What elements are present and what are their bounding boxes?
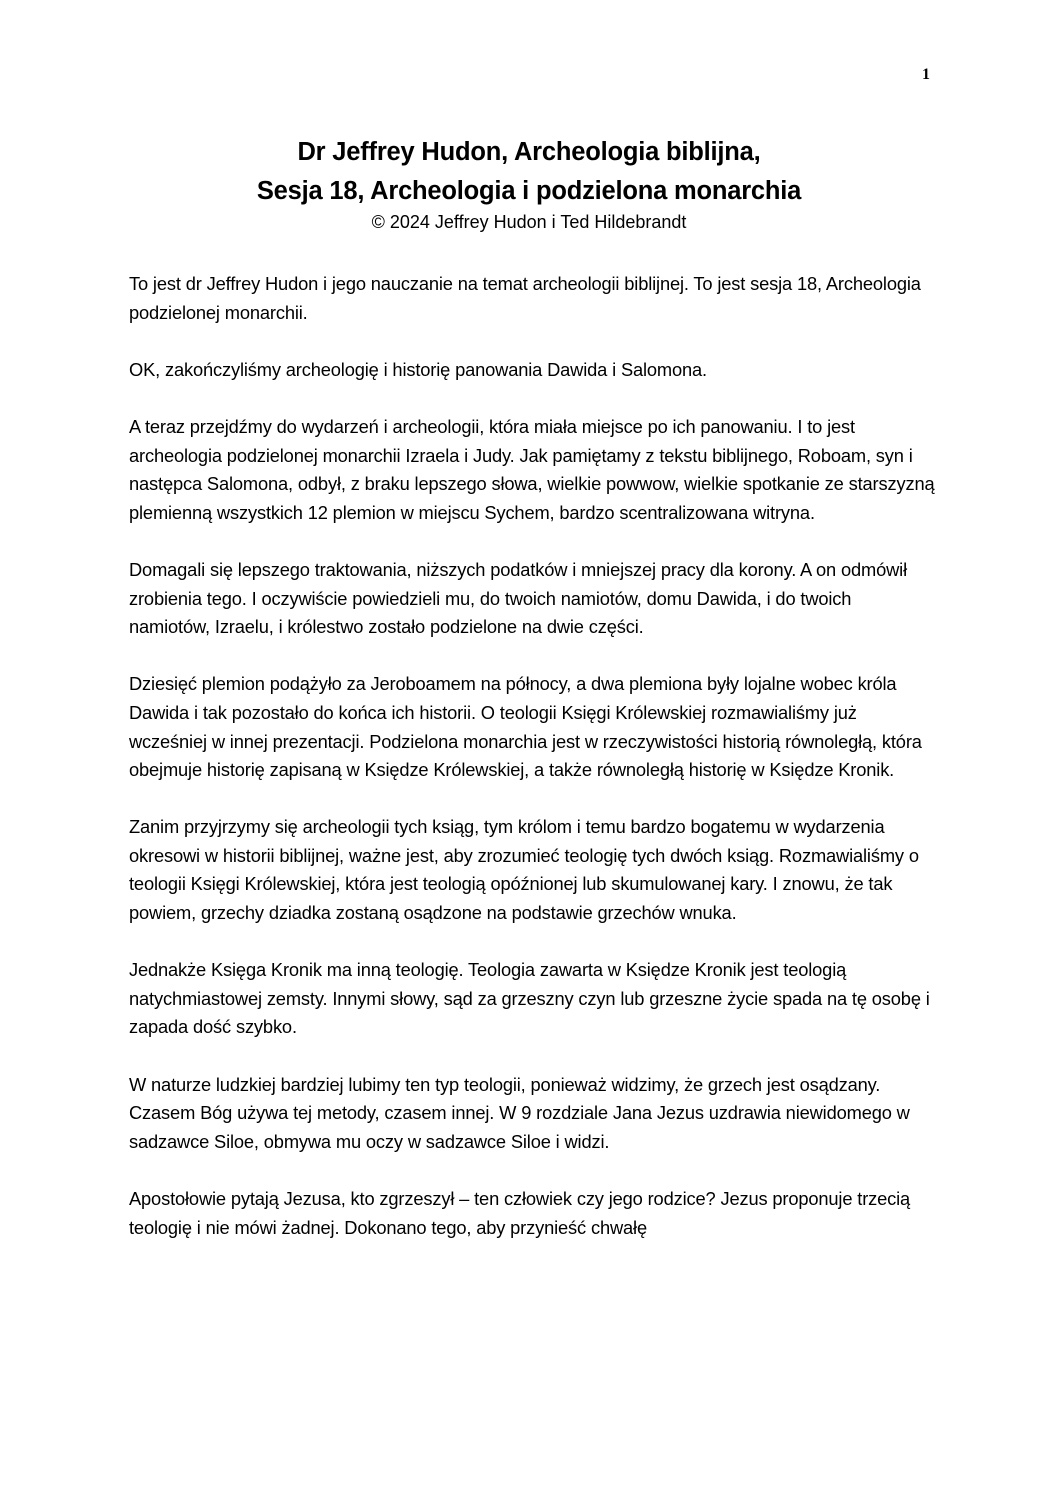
page-number: 1 bbox=[922, 66, 930, 83]
paragraph: Domagali się lepszego traktowania, niższych podatków i mniejszej pracy dla korony. A on odmówił zrobienia tego. I oczywiście powiedzieli mu, do twoich namiotów, domu Dawida, i do twoich namiotów, Izraelu, i królestwo zostało podzielone na dwie części. bbox=[129, 558, 907, 638]
paragraph: Jednakże Księga Kronik ma inną teologię. Teologia zawarta w Księdze Kronik jest teologią natychmiastowej zemsty. Innymi słowy, sąd za grzeszny czyn lub grzeszne życie spada na tę osobę i zapada dość szybko. bbox=[129, 959, 930, 1038]
document-title-line-2: Sesja 18, Archeologia i podzielona monarchia bbox=[256, 177, 802, 205]
copyright-notice: © 2024 Jeffrey Hudon i Ted Hildebrandt bbox=[371, 212, 687, 232]
paragraph: W naturze ludzkiej bardziej lubimy ten typ teologii, ponieważ widzimy, że grzech jest osądzany. Czasem Bóg używa tej metody, czasem innej. W 9 rozdziale Jana Jezus uzdrawia niewidomego w sadzawce Siloe, obmywa mu oczy w sadzawce Siloe i widzi. bbox=[129, 1073, 910, 1152]
paragraph: Zanim przyjrzymy się archeologii tych ksiąg, tym królom i temu bardzo bogatemu w wydarzenia okresowi w historii biblijnej, ważne jest, aby zrozumieć teologię tych dwóch ksiąg. Rozmawialiśmy o teologii Księgi Królewskiej, która jest teologią opóźnionej lub skumulowanej kary. I znowu, że tak powiem, grzechy dziadka zostaną osądzone na podstawie grzechów wnuka. bbox=[129, 816, 919, 924]
paragraph: Dziesięć plemion podążyło za Jeroboamem na północy, a dwa plemiona były lojalne wobec króla Dawida i tak pozostało do końca ich historii. O teologii Księgi Królewskiej rozmawialiśmy już wcześniej w innej prezentacji. Podzielona monarchia jest w rzeczywistości historią równoległą, która obejmuje historię zapisaną w Księdze Królewskiej, a także równoległą historię w Księdze Kronik. bbox=[129, 673, 922, 781]
paragraph: To jest dr Jeffrey Hudon i jego nauczanie na temat archeologii biblijnej. To jest sesja 18, Archeologia podzielonej monarchii. bbox=[129, 273, 921, 323]
title-block bbox=[60, 133, 998, 236]
document-body bbox=[129, 270, 937, 1271]
paragraph: A teraz przejdźmy do wydarzeń i archeologii, która miała miejsce po ich panowaniu. I to jest archeologia podzielonej monarchii Izraela i Judy. Jak pamiętamy z tekstu biblijnego, Roboam, syn i następca Salomona, odbył, z braku lepszego słowa, wielkie powwow, wielkie spotkanie ze starszyzną plemienną wszystkich 12 plemion w miejscu Sychem, bardzo scentralizowana witryna. bbox=[129, 415, 935, 523]
paragraph: Apostołowie pytają Jezusa, kto zgrzeszył – ten człowiek czy jego rodzice? Jezus proponuje trzecią teologię i nie mówi żadnej. Dokonano tego, aby przynieść chwałę bbox=[129, 1188, 911, 1238]
paragraph: OK, zakończyliśmy archeologię i historię panowania Dawida i Salomona. bbox=[129, 358, 707, 380]
document-title-line-1: Dr Jeffrey Hudon, Archeologia biblijna, bbox=[297, 138, 761, 166]
